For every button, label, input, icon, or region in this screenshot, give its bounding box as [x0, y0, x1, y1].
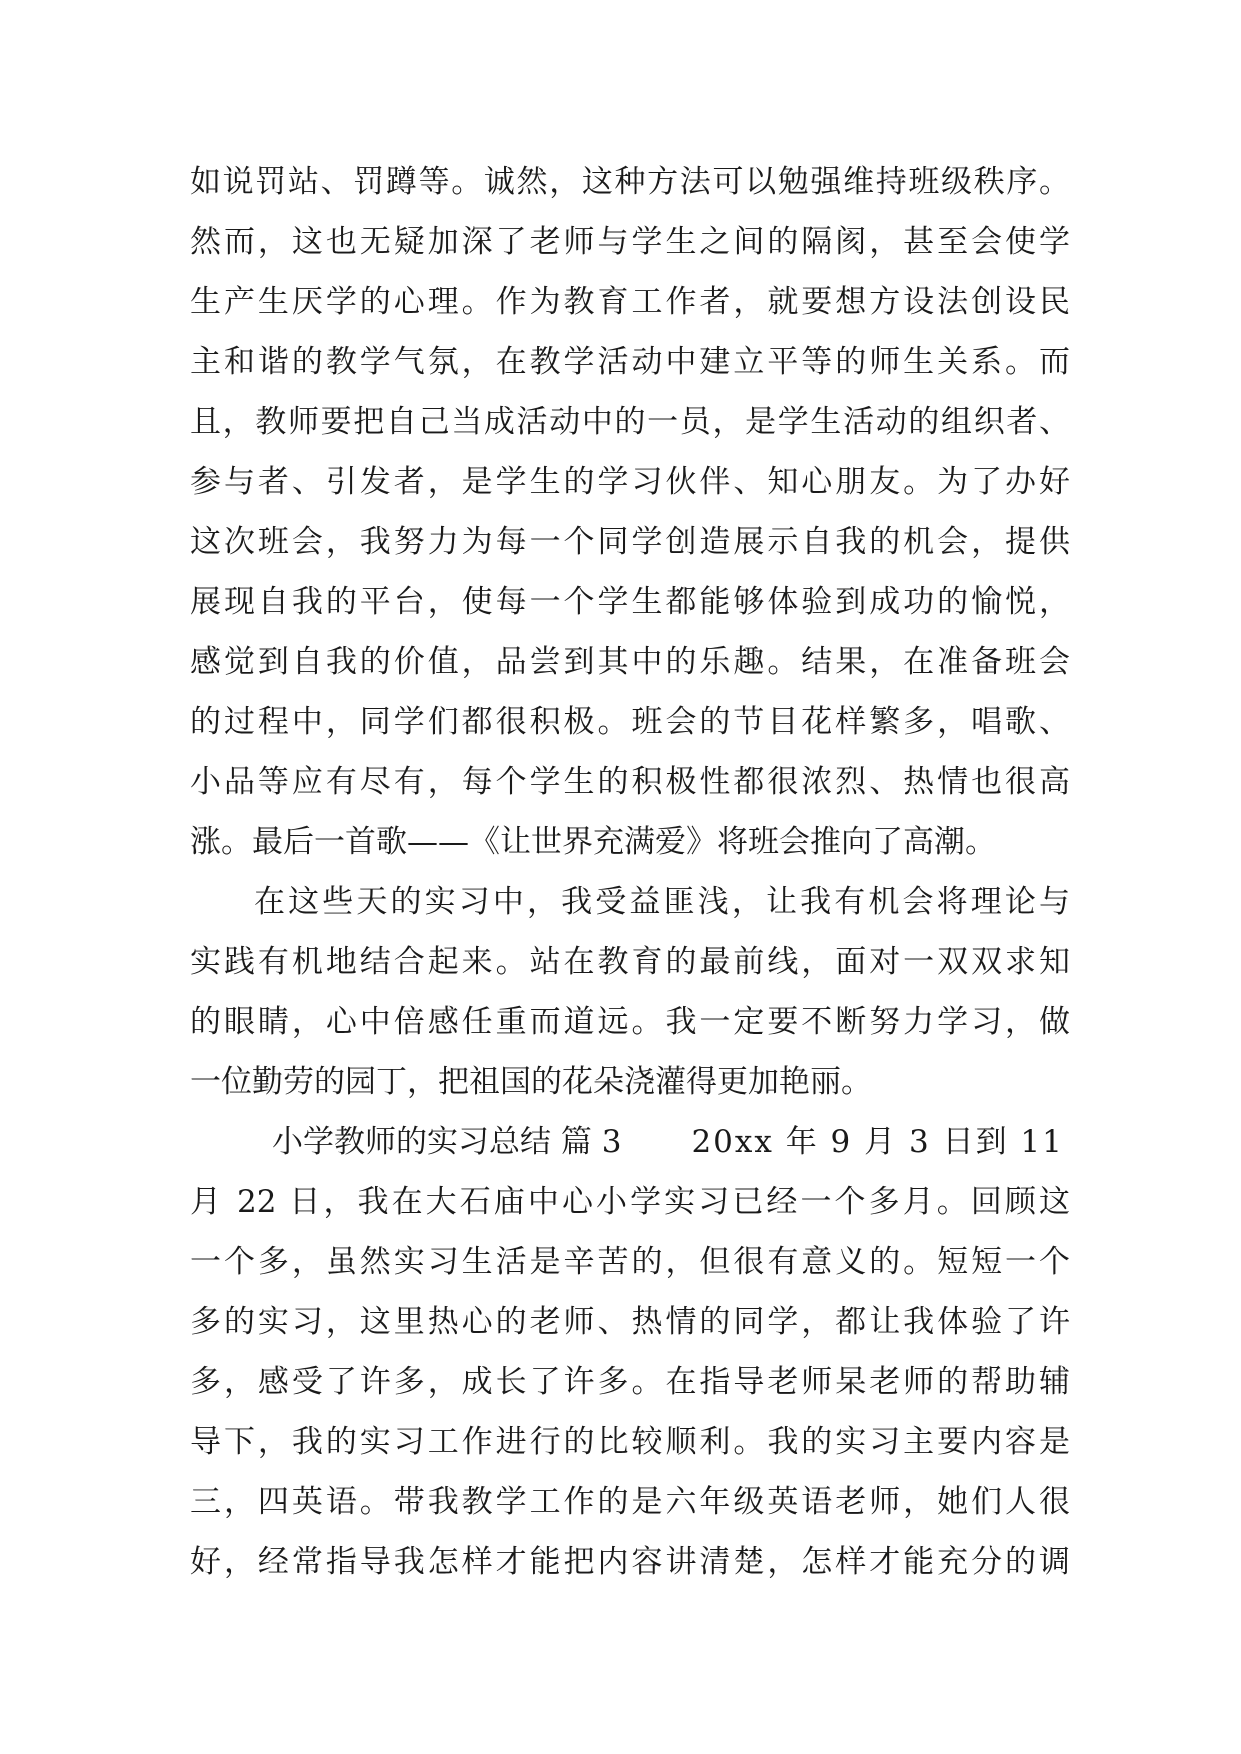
paragraph-line: 生产生厌学的心理。作为教育工作者，就要想方设法创设民 — [190, 284, 1070, 320]
paragraph-line: 这次班会，我努力为每一个同学创造展示自我的机会，提供 — [190, 524, 1070, 560]
paragraph-line: 的眼睛，心中倍感任重而道远。我一定要不断努力学习，做 — [190, 1004, 1070, 1040]
paragraph-line: 实践有机地结合起来。站在教育的最前线，面对一双双求知 — [190, 944, 1070, 980]
paragraph-line: 多，感受了许多，成长了许多。在指导老师杲老师的帮助辅 — [190, 1364, 1070, 1400]
paragraph-line: 导下，我的实习工作进行的比较顺利。我的实习主要内容是 — [190, 1424, 1070, 1460]
paragraph-line: 主和谐的教学气氛，在教学活动中建立平等的师生关系。而 — [190, 344, 1070, 380]
paragraph-line: 在这些天的实习中，我受益匪浅，让我有机会将理论与 — [254, 884, 1070, 920]
paragraph-line: 月 22 日，我在大石庙中心小学实习已经一个多月。回顾这 — [190, 1184, 1070, 1220]
paragraph-line: 感觉到自我的价值，品尝到其中的乐趣。结果，在准备班会 — [190, 644, 1070, 680]
paragraph-line: 然而，这也无疑加深了老师与学生之间的隔阂，甚至会使学 — [190, 224, 1070, 260]
paragraph-line: 三，四英语。带我教学工作的是六年级英语老师，她们人很 — [190, 1484, 1070, 1520]
section-date-start: 20xx 年 9 月 3 日到 11 — [691, 1124, 1064, 1160]
paragraph-line: 一个多，虽然实习生活是辛苦的，但很有意义的。短短一个 — [190, 1244, 1070, 1280]
paragraph-line: 且，教师要把自己当成活动中的一员，是学生活动的组织者、 — [190, 404, 1070, 440]
paragraph-line: 的过程中，同学们都很积极。班会的节目花样繁多，唱歌、 — [190, 704, 1070, 740]
paragraph-line: 一位勤劳的园丁，把祖国的花朵浇灌得更加艳丽。 — [190, 1064, 872, 1100]
section-title: 小学教师的实习总结 篇 3 — [272, 1124, 622, 1160]
paragraph-line: 如说罚站、罚蹲等。诚然，这种方法可以勉强维持班级秩序。 — [190, 164, 1070, 200]
paragraph-line: 多的实习，这里热心的老师、热情的同学，都让我体验了许 — [190, 1304, 1070, 1340]
paragraph-line: 展现自我的平台，使每一个学生都能够体验到成功的愉悦， — [190, 584, 1070, 620]
paragraph-line: 涨。最后一首歌——《让世界充满爱》将班会推向了高潮。 — [190, 824, 996, 860]
section-heading-line — [190, 1112, 1070, 1172]
paragraph-line: 好，经常指导我怎样才能把内容讲清楚，怎样才能充分的调 — [190, 1544, 1070, 1580]
paragraph-line: 参与者、引发者，是学生的学习伙伴、知心朋友。为了办好 — [190, 464, 1070, 500]
document-body — [190, 152, 1070, 1592]
paragraph-line: 小品等应有尽有，每个学生的积极性都很浓烈、热情也很高 — [190, 764, 1070, 800]
